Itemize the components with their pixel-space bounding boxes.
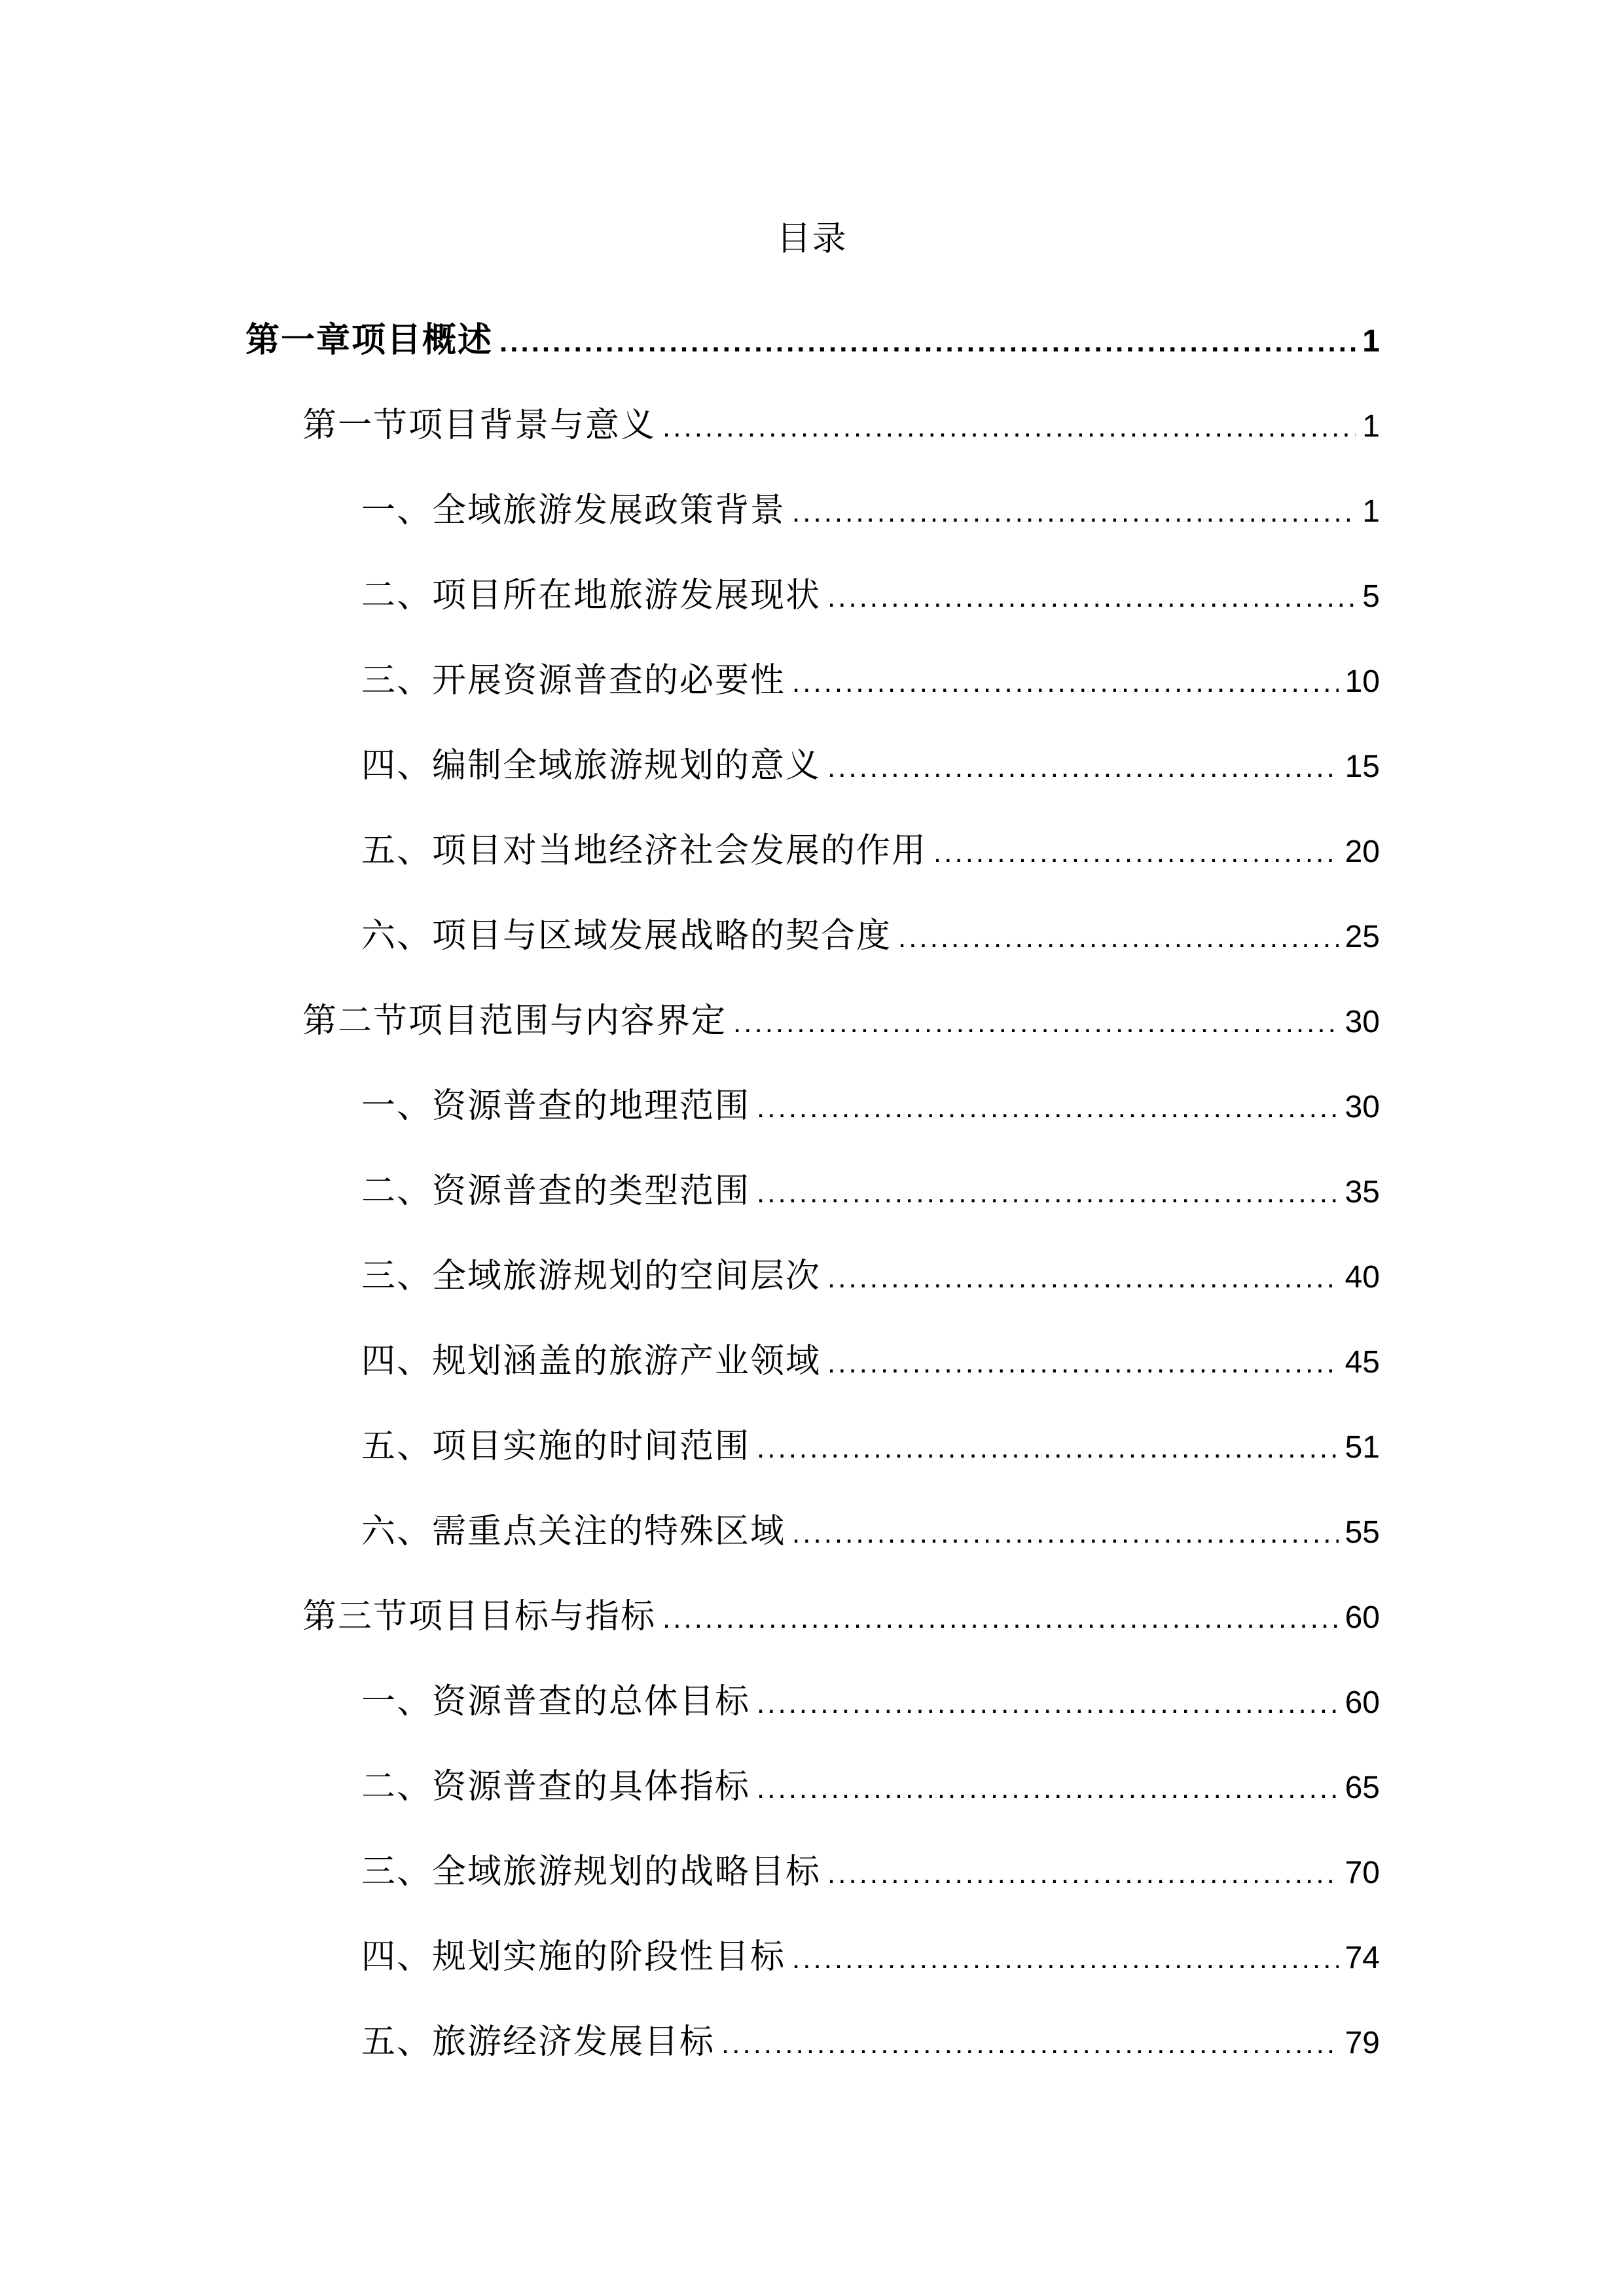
- toc-entry-title: 一、资源普查的地理范围: [361, 1086, 751, 1126]
- toc-dot-leader: [662, 385, 1356, 470]
- toc-entry-title: 一、全域旅游发展政策背景: [361, 491, 786, 530]
- toc-entry-title: 五、项目对当地经济社会发展的作用: [361, 831, 928, 870]
- toc-page-number: 30: [1344, 1090, 1380, 1124]
- toc-dot-leader: [662, 1576, 1339, 1661]
- toc-entry-title: 四、编制全域旅游规划的意义: [361, 746, 821, 785]
- toc-entry-title: 六、项目与区域发展战略的契合度: [361, 916, 892, 956]
- toc-entry-title: 第一章项目概述: [245, 320, 494, 360]
- toc-dot-leader: [792, 1916, 1339, 2001]
- toc-page-number: 45: [1344, 1345, 1380, 1380]
- toc-dot-leader: [827, 1236, 1339, 1321]
- toc-dot-leader: [499, 300, 1356, 385]
- toc-page-number: 20: [1344, 834, 1380, 869]
- toc-dot-leader: [792, 470, 1356, 555]
- toc-page-number: 1: [1362, 409, 1380, 444]
- toc-page-number: 35: [1344, 1175, 1380, 1210]
- toc-entry-title: 四、规划实施的阶段性目标: [361, 1937, 786, 1977]
- toc-entry-title: 二、资源普查的具体指标: [361, 1767, 751, 1806]
- toc-page-number: 60: [1344, 1685, 1380, 1720]
- toc-page-number: 15: [1344, 749, 1380, 784]
- toc-entry[interactable]: [361, 1659, 1380, 1744]
- toc-entry[interactable]: [361, 1829, 1380, 1914]
- toc-dot-leader: [933, 810, 1339, 895]
- toc-entry[interactable]: [361, 1404, 1380, 1489]
- toc-entry[interactable]: [361, 893, 1380, 978]
- toc-entry-title: 六、需重点关注的特殊区域: [361, 1512, 786, 1551]
- toc-page-number: 1: [1362, 494, 1380, 529]
- toc-entry[interactable]: [361, 1149, 1380, 1234]
- toc-page-number: 60: [1344, 1600, 1380, 1635]
- toc-list: [0, 298, 1624, 2085]
- toc-entry[interactable]: [361, 553, 1380, 638]
- toc-entry[interactable]: [361, 1319, 1380, 1404]
- toc-entry[interactable]: [361, 1744, 1380, 1829]
- toc-dot-leader: [757, 1661, 1339, 1746]
- toc-dot-leader: [733, 980, 1339, 1066]
- toc-entry[interactable]: [302, 978, 1380, 1064]
- toc-entry-title: 一、资源普查的总体目标: [361, 1682, 751, 1721]
- toc-entry-title: 第一节项目背景与意义: [302, 406, 657, 445]
- toc-entry[interactable]: [245, 298, 1380, 383]
- toc-entry[interactable]: [361, 2000, 1380, 2085]
- toc-entry-title: 三、开展资源普查的必要性: [361, 661, 786, 700]
- toc-entry[interactable]: [361, 468, 1380, 553]
- toc-entry[interactable]: [361, 1234, 1380, 1319]
- toc-entry-title: 四、规划涵盖的旅游产业领域: [361, 1342, 821, 1381]
- toc-dot-leader: [827, 1831, 1339, 1916]
- toc-dot-leader: [827, 725, 1339, 810]
- toc-entry[interactable]: [361, 723, 1380, 808]
- toc-dot-leader: [757, 1066, 1339, 1151]
- toc-entry-title: 二、资源普查的类型范围: [361, 1172, 751, 1211]
- toc-dot-leader: [898, 895, 1339, 980]
- toc-entry-title: 第二节项目范围与内容界定: [302, 1001, 727, 1041]
- toc-dot-leader: [792, 640, 1339, 725]
- toc-title: 目录: [776, 219, 848, 259]
- toc-dot-leader: [792, 1491, 1339, 1576]
- toc-dot-leader: [721, 2001, 1339, 2087]
- toc-entry-title: 三、全域旅游规划的空间层次: [361, 1257, 821, 1296]
- toc-entry[interactable]: [361, 1064, 1380, 1149]
- toc-entry[interactable]: [361, 808, 1380, 893]
- toc-page-number: 5: [1362, 579, 1380, 614]
- toc-dot-leader: [827, 555, 1356, 640]
- toc-page-number: 51: [1344, 1430, 1380, 1465]
- toc-entry-title: 五、项目实施的时间范围: [361, 1427, 751, 1466]
- toc-page-number: 65: [1344, 1770, 1380, 1805]
- toc-entry[interactable]: [361, 1489, 1380, 1574]
- toc-entry-title: 二、项目所在地旅游发展现状: [361, 576, 821, 615]
- toc-page-number: 1: [1362, 324, 1380, 359]
- toc-entry[interactable]: [361, 638, 1380, 723]
- toc-page-number: 55: [1344, 1515, 1380, 1550]
- toc-entry[interactable]: [302, 1574, 1380, 1659]
- toc-page-number: 79: [1344, 2026, 1380, 2060]
- toc-entry-title: 三、全域旅游规划的战略目标: [361, 1852, 821, 1892]
- toc-entry[interactable]: [361, 1914, 1380, 2000]
- toc-page-number: 30: [1344, 1005, 1380, 1039]
- toc-page-number: 25: [1344, 920, 1380, 954]
- toc-dot-leader: [827, 1321, 1339, 1406]
- toc-entry-title: 第三节项目目标与指标: [302, 1597, 657, 1636]
- toc-page-number: 10: [1344, 664, 1380, 699]
- toc-entry-title: 五、旅游经济发展目标: [361, 2022, 715, 2062]
- toc-entry[interactable]: [302, 383, 1380, 468]
- toc-page-number: 74: [1344, 1941, 1380, 1975]
- toc-page-number: 40: [1344, 1260, 1380, 1295]
- toc-dot-leader: [757, 1406, 1339, 1491]
- toc-dot-leader: [757, 1746, 1339, 1831]
- toc-dot-leader: [757, 1151, 1339, 1236]
- toc-page-number: 70: [1344, 1856, 1380, 1890]
